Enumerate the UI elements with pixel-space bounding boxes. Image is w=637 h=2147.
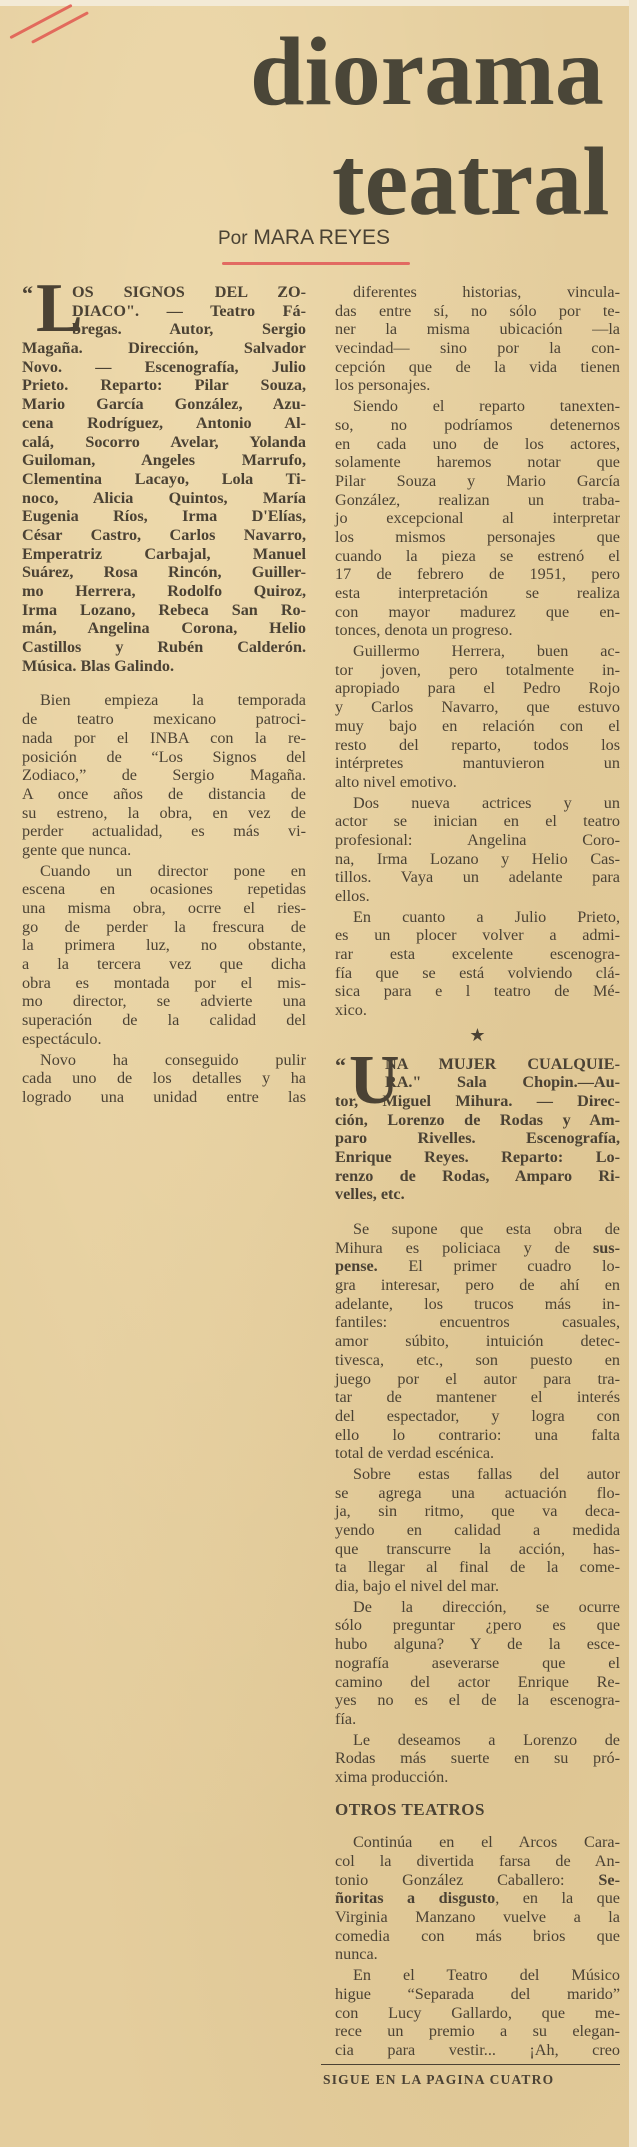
text-line: su estreno, la obra, en vez de [22,803,306,822]
text-line: Enrique Reyes. Reparto: Lo- [335,1147,620,1166]
text-line: fía. [335,1709,357,1728]
text-line: profesional: Angelina Coro- [335,830,620,849]
section-heading-otros-teatros: OTROS TEATROS [335,1799,485,1819]
paragraph [335,283,620,395]
paragraph [335,1731,620,1787]
text-line: A once años de distancia de [22,784,306,803]
text: Mihura es policiaca y de [335,1238,593,1257]
text-line: con mayor madurez que en- [335,602,620,621]
text-line: es un plocer volver a admi- [335,926,620,945]
text-line: ción, Lorenzo de Rodas y Am- [335,1110,620,1129]
text-line: esta interpretación se realiza [335,584,620,602]
drop-cap: L [36,270,83,347]
left-column [22,270,306,1109]
bold-text: Se- [598,1870,620,1889]
text-line: superación de la calidad del [22,1011,306,1030]
text-line: Bien empieza la temporada [40,691,306,710]
text-line: muy bajo en relación con el [335,716,620,735]
text-line: Se supone que esta obra de [353,1220,620,1239]
text-line: higue “Separada del marido” [335,1984,620,2003]
text-line: cena Rodríguez, Antonio Al- [22,413,306,432]
byline-red-underline [222,262,410,265]
text-line: Clementina Lacayo, Lola Ti- [22,469,306,488]
text-line: actor se inician en el teatro [335,812,620,831]
text-line: velles, etc. [335,1185,405,1204]
red-pencil-mark [31,11,89,44]
text-line: fía que se está volviendo clá- [335,963,620,982]
text-line: yendo en calidad a medida [335,1521,620,1540]
text-line: con Lucy Gallardo, que me- [335,2003,620,2022]
text-line: una misma obra, ocrre el ries- [22,899,306,917]
text-line: renzo de Rodas, Amparo Ri- [335,1166,620,1185]
text-line: DIACO". — Teatro Fá- [72,301,306,320]
text: El primer cuadro lo- [377,1257,620,1276]
text-line: Magaña. Dirección, Salvador [22,339,306,358]
text-line: Pilar Souza y Mario García [335,471,620,490]
text-line: Le deseamos a Lorenzo de [353,1730,620,1749]
text-line: logrado una unidad entre las [22,1087,306,1106]
text-line: Cuando un director pone en [40,861,306,880]
review-header-los-signos [22,270,306,675]
paragraph [22,1051,306,1107]
text-line: y Carlos Navarro, que estuvo [335,698,620,717]
text-line: tivesca, etc., son puesto en [335,1350,620,1369]
paragraph [335,642,620,792]
text-line: tor, Miguel Mihura. — Direc- [335,1091,620,1110]
text-line [335,1871,620,1890]
text-line: Música. Blas Galindo. [22,656,175,675]
text-line: tonces, denota un progreso. [335,621,513,640]
text-line: vecindad— sino por la con- [335,339,620,358]
masthead-title-line1: diorama [250,18,604,126]
text-line: mo Herrera, Rodolfo Quiroz, [22,582,306,600]
paragraph [335,1465,620,1596]
paper-top-edge [0,0,637,6]
text-line: fantiles: encuentros casuales, [335,1313,620,1332]
text-line: a la tercera vez que dicha [22,955,306,974]
text-line: los personajes. [335,376,431,395]
text-line: sica para e l teatro de Mé- [335,982,620,1001]
text-line: espectáculo. [22,1029,102,1048]
text-line: González, realizan un traba- [335,490,620,509]
text-line: diferentes historias, vincula- [353,283,620,301]
paragraph [22,862,306,1049]
text-line: amor súbito, intuición detec- [335,1332,620,1351]
text-line: dia, bajo el nivel del mar. [335,1577,500,1596]
text-line: Emperatriz Carbajal, Manuel [22,544,306,563]
red-pencil-mark [9,4,72,40]
text-line: intérpretes mantuvieron un [335,754,620,773]
text-line: cepción que de la vida tienen [335,357,620,376]
text-line: cuando la pieza se estrenó el [335,546,620,565]
text-line: jo excepcional al interpretar [335,509,620,528]
byline-prefix: Por [218,228,248,249]
text-line: Irma Lozano, Rebeca San Ro- [22,600,306,619]
paragraph [335,397,620,640]
star-separator-icon: ★ [469,1024,486,1045]
text-line: posición de “Los Signos del [22,747,306,766]
text-line: noco, Alicia Quintos, María [22,488,306,507]
continued-footer: SIGUE EN LA PAGINA CUATRO [323,2071,555,2087]
text-line: ja, sin ritmo, que va deca- [335,1502,620,1521]
text-line: ellos. [335,887,370,905]
text-line: Virginia Manzano vuelve a la [335,1908,620,1927]
text-line: Zodiaco,” de Sergio Magaña. [22,766,306,785]
text-line: que transcurre la acción, has- [335,1539,620,1558]
text-line: apropiado para el Pedro Rojo [335,679,620,698]
text-line [335,1239,620,1258]
bold-text: pense. [335,1257,378,1276]
paragraph [335,794,620,906]
text-line: RA." Sala Chopin.—Au- [385,1073,620,1092]
paragraph [335,1220,620,1463]
text-line: yes no es el de la escenogra- [335,1691,620,1710]
text-line: juego por el autor para tra- [335,1369,620,1388]
text-line: so, no podríamos detenernos [335,415,620,434]
text-line: solamente haremos notar que [335,453,620,472]
text-line: rar esta excelente escenogra- [335,945,620,964]
paragraph [335,1833,620,1964]
paragraph [335,908,620,1020]
text-line: alto nivel emotivo. [335,772,457,791]
bold-text: sus- [593,1238,620,1257]
text-line [335,1257,620,1276]
text-line: perder actualidad, es más vi- [22,822,306,841]
text-line: la primera luz, no obstante, [22,936,306,955]
text-line: xico. [335,1001,367,1020]
text-line: en cada uno de los actores, [335,434,620,453]
text-line: cada uno de los detalles y ha [22,1069,306,1088]
text-line: Suárez, Rosa Rincón, Guiller- [22,563,306,582]
text-line: En cuanto a Julio Prieto, [353,907,620,926]
opening-quote: “ [22,281,33,306]
otros-teatros-body [335,1833,620,2059]
text-line: camino del actor Enrique Re- [335,1672,620,1691]
text-line: Guillermo Herrera, buen ac- [353,642,620,661]
text-line: tor joven, pero totalmente in- [335,660,620,679]
text-line: cia para vestir... ¡Ah, creo [335,2040,620,2059]
text-line: escena en ocasiones repetidas [22,880,306,899]
text-line: tar de mantener el interés [335,1388,620,1407]
byline [218,226,390,250]
review-body-una-mujer [335,1220,620,1787]
text-line [335,1889,620,1908]
text-line: total de verdad escénica. [335,1444,495,1463]
text-line: mo director, se advierte una [22,992,306,1011]
text-line: se agrega una actuación flo- [335,1483,620,1502]
text-line: Siendo el reparto tanexten- [353,397,620,416]
text-line: gente que nunca. [22,840,132,859]
right-column [323,283,620,2089]
text-line: NA MUJER CUALQUIE- [385,1054,620,1073]
paragraph [22,691,306,859]
text-line: De la dirección, se ocurre [353,1597,620,1616]
text-line: mán, Angelina Corona, Helio [22,619,306,638]
text-line: bregas. Autor, Sergio [72,320,306,339]
text-line: calá, Socorro Avelar, Yolanda [22,432,306,451]
text-line: ta llegar al final de la come- [335,1558,620,1577]
review-body-los-signos [22,691,306,1106]
text-line: sólo preguntar ¿pero es que [335,1616,620,1635]
text-line: nografía aseverarse que el [335,1653,620,1672]
text-line: nada por el INBA con la re- [22,728,306,747]
text-line: na, Irma Lozano y Helio Cas- [335,849,620,868]
text-line: Novo ha conseguido pulir [40,1050,306,1069]
text-line: En el Teatro del Músico [353,1966,620,1985]
text-line: Sobre estas fallas del autor [353,1464,620,1483]
text-line: Guiloman, Angeles Marrufo, [22,451,306,470]
text-line: obra es montada por el mis- [22,973,306,992]
text-line: Continúa en el Arcos Cara- [353,1833,620,1852]
text-line: Eugenia Ríos, Irma D'Elías, [22,507,306,526]
text-line: nunca. [335,1945,378,1964]
text-line: ello lo contrario: una falta [335,1425,620,1444]
drop-cap: U [349,1041,400,1119]
text-line: ner la misma ubicación —la [335,320,620,339]
text-line: Castillos y Rubén Calderón. [22,638,306,657]
text-line: los mismos personajes que [335,527,620,546]
text-line: col la divertida farsa de An- [335,1852,620,1871]
text-line: 17 de febrero de 1951, pero [335,565,620,584]
text-line: del espectador, y logra con [335,1406,620,1425]
masthead-title-line2: teatral [332,128,610,236]
text-line: paro Rivelles. Escenografía, [335,1129,620,1148]
text-line: Prieto. Reparto: Pilar Souza, [22,376,306,395]
paragraph [335,1598,620,1729]
paragraph [335,1966,620,2059]
text-line: hubo alguna? Y de la esce- [335,1635,620,1654]
text-line: Mario García González, Azu- [22,395,306,414]
text-line: OS SIGNOS DEL ZO- [72,283,306,301]
byline-author: MARA REYES [253,226,390,249]
text-line: xima producción. [335,1767,449,1786]
review-body-continued [335,283,620,1020]
paper-right-edge [629,0,637,2147]
text-line: Rodas más suerte en su pró- [335,1749,620,1768]
text-line: Novo. — Escenografía, Julio [22,357,306,376]
bold-text: ñoritas a disgusto [335,1889,496,1908]
text: , en la que [495,1889,620,1908]
text-line: comedia con más brios que [335,1926,620,1945]
text-line: das entre sí, no sólo por te- [335,301,620,320]
text-line: César Castro, Carlos Navarro, [22,525,306,544]
review-header-una-mujer [335,1041,620,1205]
text-line: tillos. Vaya un adelante para [335,868,620,887]
text-line: gra interesar, pero de ahí en [335,1276,620,1295]
text-line: de teatro mexicano patroci- [22,710,306,729]
footer-rule [321,2064,620,2065]
text-line: go de perder la frescura de [22,917,306,936]
text-line: adelante, los trucos más in- [335,1294,620,1313]
text-line: Dos nueva actrices y un [353,793,620,812]
opening-quote: “ [335,1052,346,1078]
text-line: rece un premio a su elegan- [335,2022,620,2041]
text-line: resto del reparto, todos los [335,735,620,754]
text: tonio González Caballero: [335,1870,599,1889]
